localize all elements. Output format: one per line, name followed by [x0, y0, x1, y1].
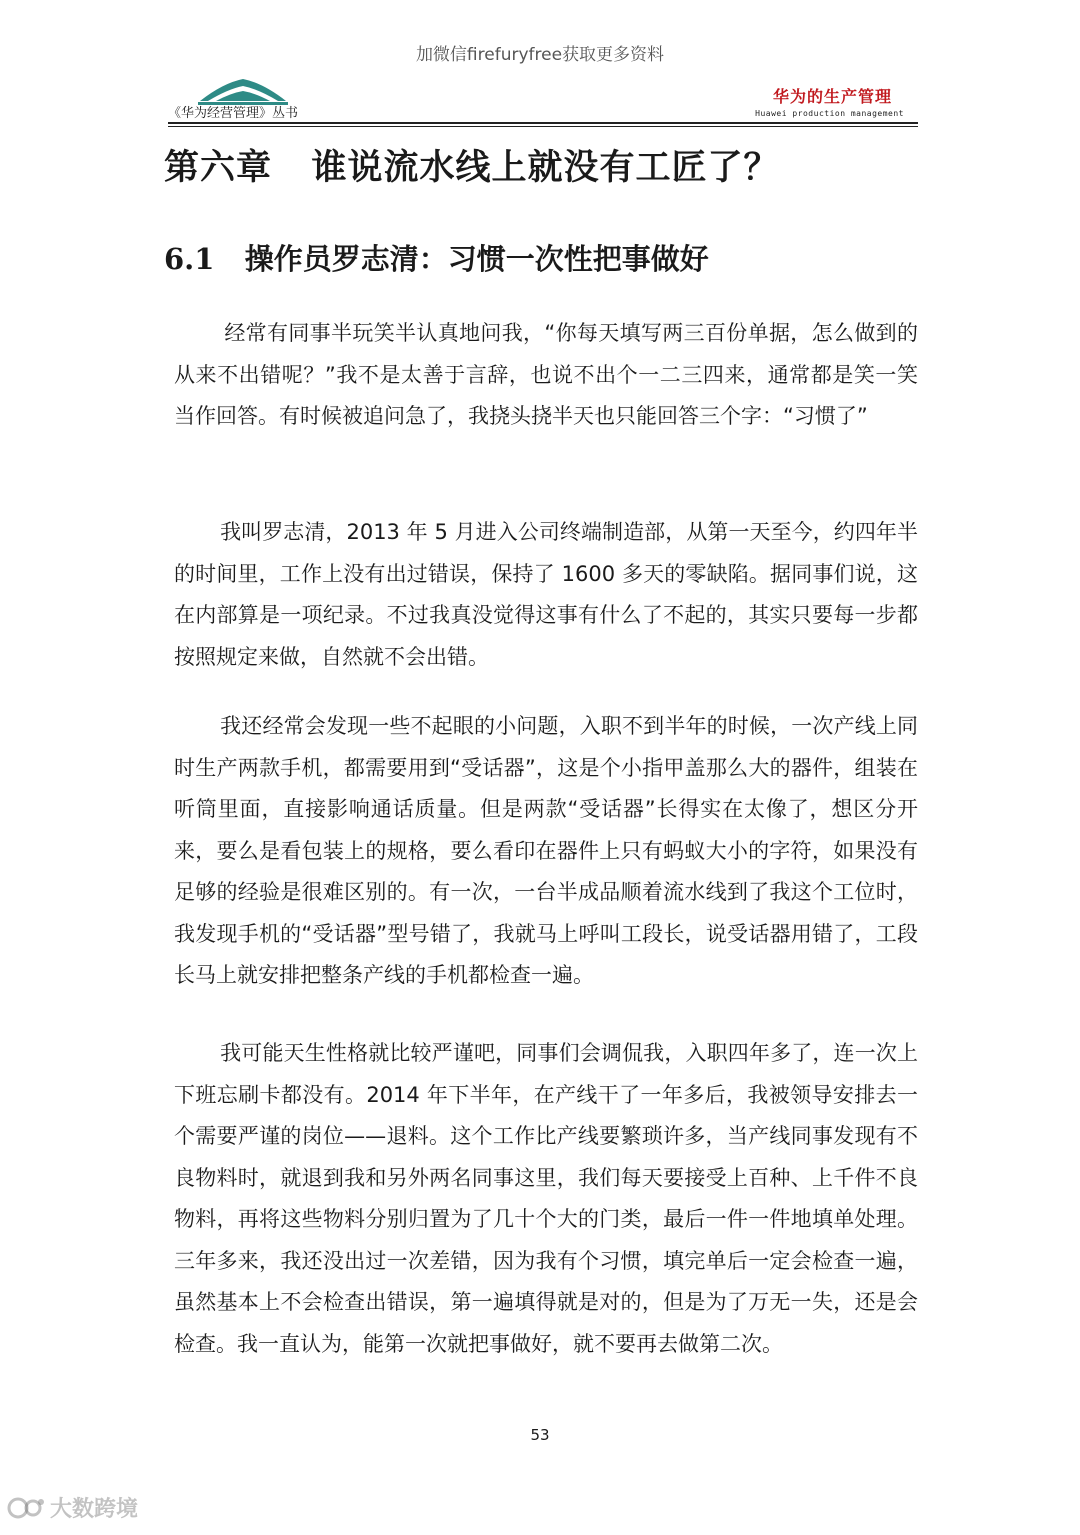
- series-label: 《华为经营管理》丛书: [168, 106, 299, 121]
- paragraph-text: 我可能天生性格就比较严谨吧，同事们会调侃我，入职四年多了，连一次上下班忘刷卡都没有。2014 年下半年，在产线干了一年多后，我被领导安排去一个需要严谨的岗位——退料。这个工作比产线要繁琐许多，当产线同事发现有不良物料时，就退到我和另外两名同事这里，我们每天要接受上百种、上千件不良物料，再将这些物料分别归置为了几十个大的门类，最后一件一件地填单处理。三年多来，我还没出过一次差错，因为我有个习惯，填完单后一定会检查一遍，虽然基本上不会检查出错误，第一遍填得就是对的，但是为了万无一失，还是会检查。我一直认为，能第一次就把事做好，就不要再去做第二次。: [174, 1041, 918, 1356]
- chapter-title: 第六章 谁说流水线上就没有工匠了？: [164, 147, 780, 188]
- watermark: [6, 1492, 138, 1523]
- paragraph-3: [174, 706, 918, 997]
- header-divider: [168, 122, 918, 124]
- paragraph-4: [174, 1033, 918, 1365]
- paragraph-text: 我叫罗志清，2013 年 5 月进入公司终端制造部，从第一天至今，约四年半的时间里，工作上没有出过错误，保持了 1600 多天的零缺陷。据同事们说，这在内部算是一项纪录。不过我真没觉得这事有什么了不起的，其实只要每一步都按照规定来做，自然就不会出错。: [174, 520, 918, 669]
- watermark-text: 大数跨境: [50, 1497, 139, 1522]
- paragraph-1: [174, 313, 918, 438]
- header-divider-thin: [168, 126, 918, 127]
- paragraph-2: [174, 512, 918, 678]
- watermark-logo-icon: [6, 1494, 46, 1522]
- paragraph-text: 我还经常会发现一些不起眼的小问题，入职不到半年的时候，一次产线上同时生产两款手机，都需要用到“受话器”，这是个小指甲盖那么大的器件，组装在听筒里面，直接影响通话质量。但是两款“受话器”长得实在太像了，想区分开来，要么是看包装上的规格，要么看印在器件上只有蚂蚁大小的字符，如果没有足够的经验是很难区别的。有一次，一台半成品顺着流水线到了我这个工位时，我发现手机的“受话器”型号错了，我就马上呼叫工段长，说受话器用错了，工段长马上就安排把整条产线的手机都检查一遍。: [174, 714, 918, 987]
- book-title: 华为的生产管理: [772, 87, 892, 106]
- paragraph-text: 经常有同事半玩笑半认真地问我，“你每天填写两三百份单据，怎么做到的从来不出错呢？”我不是太善于言辞，也说不出个一二三四来，通常都是笑一笑当作回答。有时候被追问急了，我挠头挠半天也只能回答三个字：“习惯了”: [174, 321, 918, 428]
- top-note: 加微信firefuryfree获取更多资料: [415, 45, 665, 65]
- page-number: 53: [530, 1426, 550, 1444]
- book-subtitle: Huawei production management: [755, 109, 904, 118]
- section-title: 6.1 操作员罗志清：习惯一次性把事做好: [164, 242, 709, 276]
- mountain-logo-icon: [198, 75, 288, 105]
